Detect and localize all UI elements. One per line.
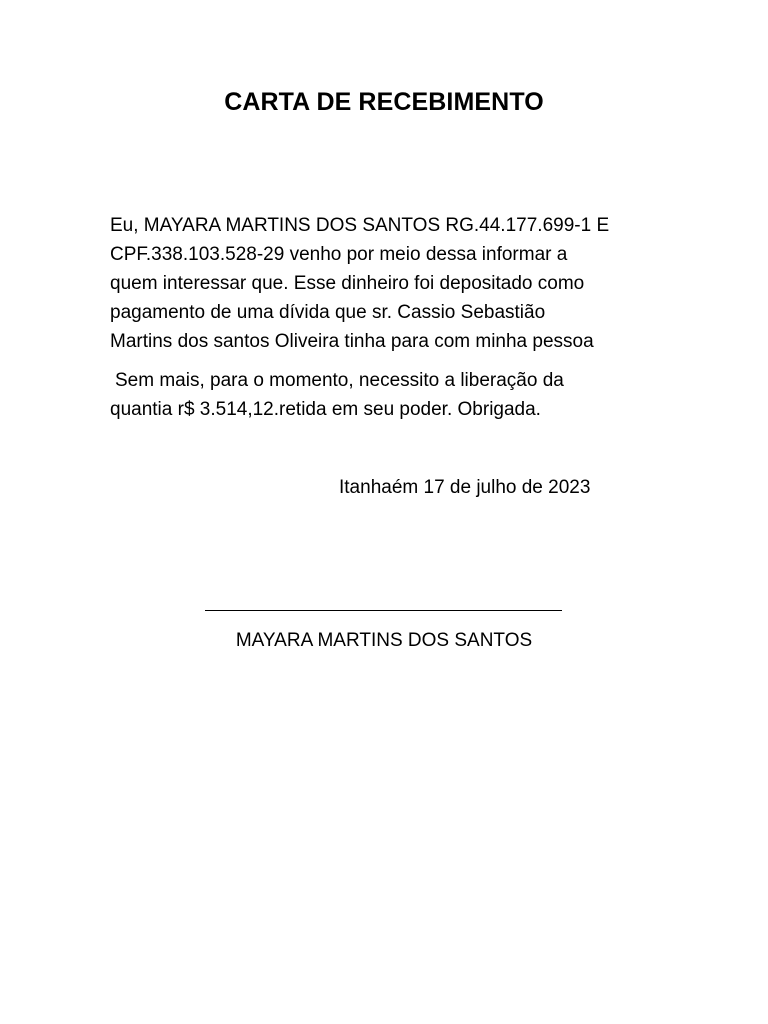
place-date-line: Itanhaém 17 de julho de 2023 <box>339 477 591 498</box>
paragraph-line: Martins dos santos Oliveira tinha para com minha pessoa <box>110 331 594 352</box>
paragraph-line: Eu, MAYARA MARTINS DOS SANTOS RG.44.177.699-1 E <box>110 215 610 236</box>
paragraph-line: Sem mais, para o momento, necessito a liberação da <box>115 370 564 391</box>
signature-line <box>205 610 562 611</box>
paragraph-line: quem interessar que. Esse dinheiro foi depositado como <box>110 273 585 294</box>
paragraph-line: CPF.338.103.528-29 venho por meio dessa informar a <box>110 244 568 265</box>
body-paragraph-request <box>110 366 670 424</box>
paragraph-line: pagamento de uma dívida que sr. Cassio Sebastião <box>110 302 546 323</box>
document-title: CARTA DE RECEBIMENTO <box>224 88 544 116</box>
body-paragraph-declaration <box>110 211 670 356</box>
signatory-name: MAYARA MARTINS DOS SANTOS <box>235 630 533 651</box>
paragraph-line: quantia r$ 3.514,12.retida em seu poder. Obrigada. <box>110 399 541 420</box>
